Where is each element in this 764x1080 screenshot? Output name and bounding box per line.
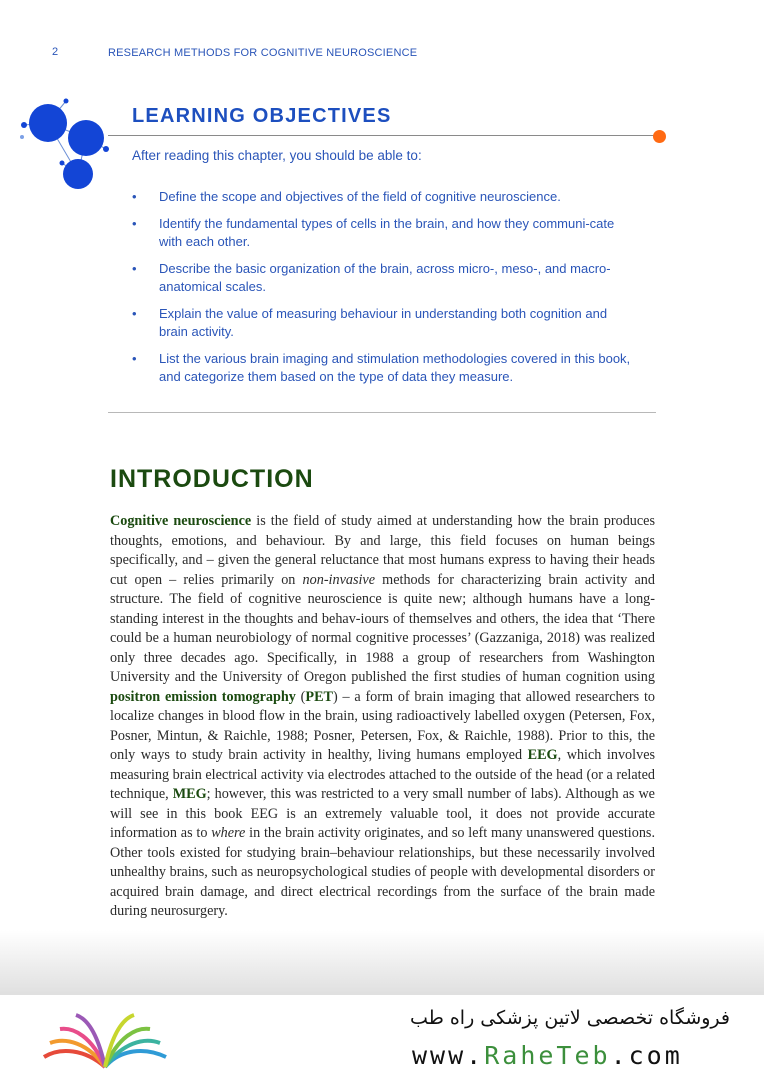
url-prefix: www.	[412, 1041, 485, 1070]
book-logo-icon	[40, 1009, 170, 1071]
learning-objectives-title: LEARNING OBJECTIVES	[132, 105, 392, 127]
emphasis-text: where	[211, 825, 246, 841]
objective-text: Explain the value of measuring behaviour in understanding both cognition and brain activity.	[159, 305, 608, 339]
list-item	[132, 188, 637, 207]
key-term: EEG	[527, 747, 558, 763]
url-suffix: .com	[610, 1041, 683, 1070]
paragraph-text: ) – a form of brain imaging that allowed researchers to localize changes in blood flow in the brain, using radioactively labelled oxygen (Petersen, Fox, Posner, Mintun, & Raichle, 1988; Posner, Petersen, Fox, & Raichle, 1988). Prior to this, the only ways to study brain activity in healthy, living humans employed	[110, 688, 656, 763]
molecule-decoration-icon	[14, 97, 124, 192]
list-item	[132, 305, 637, 342]
paragraph-text: in the brain activity originates, and so left many unanswered questions. Other tools existed for studying brain–behaviour relationships, but these necessarily involved unhealthy brains, such as neuropsychological studies of people with developmental disorders or acquired brain damage, and direct electrical recordings from the surface of the brain made during neurosurgery.	[110, 825, 655, 919]
objective-text: Describe the basic organization of the brain, across micro-, meso-, and macro-anatomical scales.	[159, 260, 611, 294]
running-head	[52, 46, 724, 64]
key-term: positron emission tomography	[110, 688, 296, 705]
url-brand: RaheTeb	[484, 1041, 611, 1070]
objective-text: List the various brain imaging and stimulation methodologies covered in this book, and categorize them based on the type of data they measure.	[159, 350, 631, 384]
paragraph-text: (	[295, 688, 306, 705]
section-heading: INTRODUCTION	[110, 465, 314, 493]
page-fade	[0, 930, 764, 995]
list-item	[132, 350, 637, 387]
watermark-banner	[0, 995, 764, 1080]
paragraph-text: methods for characterizing brain activity and structure. The field of cognitive neuroscience is quite new; although humans have a long-standing interest in the thoughts and behav-iours of themselves and others, the idea that ‘There could be a human neurobiology of normal cognitive processes’ (Gazzaniga, 2018) was realized only three decades ago. Specifically, in 1988 a group of researchers from Washington University and the University of Oregon published the first studies of human cognition using	[110, 571, 655, 685]
objective-text: Define the scope and objectives of the field of cognitive neuroscience.	[159, 189, 561, 204]
section-divider	[108, 412, 656, 413]
bullet-icon: •	[132, 189, 137, 204]
paragraph-text: is the field of study aimed at understanding how the brain produces thoughts, emotions, and behaviour. By and large, this field focuses on human beings specifically, and – given the general reluctance that most humans express to having their heads cut open – relies primarily on	[110, 513, 655, 588]
page-number: 2	[52, 46, 59, 58]
list-item	[132, 260, 637, 297]
paragraph-text: , which involves measuring brain electrical activity via electrodes attached to the outside of the head (or a related technique,	[110, 747, 656, 802]
bullet-icon: •	[132, 305, 137, 321]
objective-text: Identify the fundamental types of cells in the brain, and how they communi-cate with each other.	[159, 215, 615, 249]
watermark-text: فروشگاه تخصصی لاتین پزشکی راه طب	[410, 1007, 730, 1029]
key-term: MEG	[172, 786, 207, 802]
key-term: PET	[305, 688, 333, 705]
watermark-url	[412, 1041, 683, 1070]
learning-objectives-list	[132, 188, 637, 395]
orange-dot-icon	[653, 130, 666, 143]
bullet-icon: •	[132, 350, 137, 366]
learning-objectives-intro: After reading this chapter, you should be able to:	[132, 148, 422, 163]
body-paragraph	[110, 512, 655, 922]
learning-objectives-rule	[108, 135, 656, 136]
bullet-icon: •	[132, 260, 137, 276]
emphasis-text: non-invasive	[302, 571, 376, 588]
list-item	[132, 215, 637, 252]
key-term: Cognitive neuroscience	[110, 513, 252, 529]
paragraph-text: ; however, this was restricted to a very small number of labs). Although as we will see in this book EEG is an extremely valuable tool, it does not provide accurate information as to	[110, 786, 655, 841]
running-title: RESEARCH METHODS FOR COGNITIVE NEUROSCIENCE	[108, 47, 418, 59]
bullet-icon: •	[132, 215, 137, 231]
